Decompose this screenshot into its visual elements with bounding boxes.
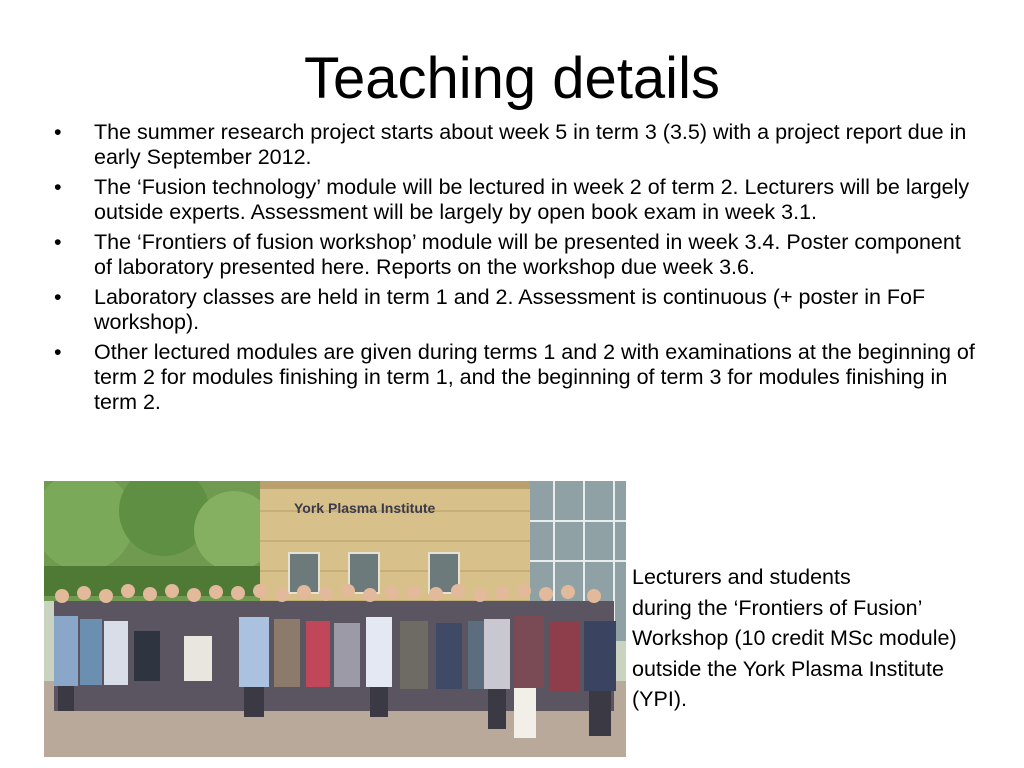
bullet-text: Other lectured modules are given during terms 1 and 2 with examinations at the beginning of term 2 for modules finishing in term 1, and the beginning of term 3 for modules finishing in term 2. [94,340,975,414]
group-photo [44,481,626,757]
bullet-list [54,120,984,420]
slide-title: Teaching details [304,46,720,111]
bullet-icon: • [54,230,62,254]
bullet-icon: • [54,285,62,309]
caption-line: Lecturers and students [632,565,851,589]
institute-sign: York Plasma Institute [294,500,436,516]
bullet-item [54,175,984,225]
bullet-icon: • [54,120,62,144]
caption-line: during the ‘Frontiers of Fusion’ [632,595,923,620]
bullet-text: The ‘Fusion technology’ module will be lectured in week 2 of term 2. Lecturers will be largely outside experts. Assessment will be largely by open book exam in week 3.1. [94,175,970,224]
bullet-item [54,120,984,170]
bullet-item [54,340,984,415]
photo-caption [632,562,1024,715]
bullet-icon: • [54,175,62,199]
bullet-text: The summer research project starts about week 5 in term 3 (3.5) with a project report due in early September 2012. [94,120,967,169]
bullet-item [54,230,984,280]
bullet-text: The ‘Frontiers of fusion workshop’ module will be presented in week 3.4. Poster component of laboratory presented here. Reports on the workshop due week 3.6. [94,230,961,279]
caption-line: outside the York Plasma Institute [632,656,944,681]
bullet-text: Laboratory classes are held in term 1 and 2. Assessment is continuous (+ poster in FoF workshop). [94,285,926,334]
bullet-icon: • [54,340,62,364]
caption-line: (YPI). [632,687,687,711]
caption-line: Workshop (10 credit MSc module) [632,626,957,650]
bullet-item [54,285,984,335]
